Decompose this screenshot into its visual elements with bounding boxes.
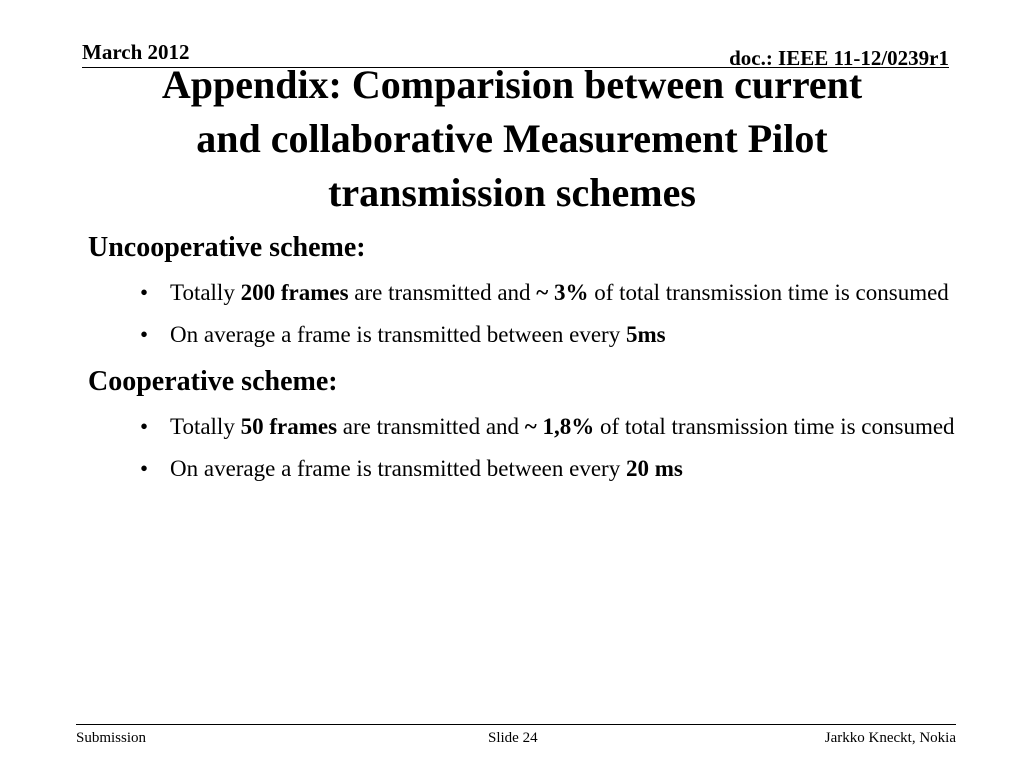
- footer-slide-number: Slide 24: [488, 730, 538, 746]
- bullet-item: [88, 452, 958, 485]
- bullet-dot-icon: •: [140, 280, 149, 305]
- slide-body: [88, 226, 958, 494]
- bullet-list-cooperative: [88, 410, 958, 485]
- footer-author: Jarkko Kneckt, Nokia: [824, 730, 956, 746]
- bullet-emphasis: 200 frames: [240, 280, 349, 305]
- bullet-text: Totally: [170, 414, 241, 439]
- bullet-emphasis: 5ms: [625, 322, 666, 347]
- footer-submission: Submission: [76, 730, 147, 746]
- header-doc-id: doc.: IEEE 11-12/0239r1: [729, 46, 949, 70]
- bullet-dot-icon: •: [140, 322, 149, 347]
- title-line-3: transmission schemes: [328, 170, 696, 215]
- header-date: March 2012: [82, 40, 190, 64]
- title-line-1: Appendix: Comparision between current: [161, 62, 863, 107]
- title-line-2: and collaborative Measurement Pilot: [196, 116, 828, 161]
- bullet-text: On average a frame is transmitted between every: [170, 322, 626, 347]
- bullet-text: of total transmission time is consumed: [594, 414, 955, 439]
- bullet-text: are transmitted and: [337, 414, 525, 439]
- footer-rule: [76, 724, 956, 725]
- bullet-emphasis: ~ 3%: [536, 280, 589, 305]
- bullet-item: [88, 318, 958, 351]
- bullet-dot-icon: •: [140, 456, 149, 481]
- section-heading-uncooperative: Uncooperative scheme:: [88, 232, 366, 263]
- bullet-text: Totally: [170, 280, 241, 305]
- bullet-emphasis: 20 ms: [625, 456, 683, 481]
- bullet-text: On average a frame is transmitted between every: [170, 456, 626, 481]
- bullet-emphasis: 50 frames: [240, 414, 338, 439]
- bullet-dot-icon: •: [140, 414, 149, 439]
- bullet-text: of total transmission time is consumed: [588, 280, 949, 305]
- slide-title: [70, 58, 954, 220]
- bullet-list-uncooperative: [88, 276, 958, 351]
- bullet-item: [88, 276, 958, 309]
- bullet-emphasis: ~ 1,8%: [524, 414, 595, 439]
- bullet-text: are transmitted and: [348, 280, 537, 305]
- section-heading-cooperative: Cooperative scheme:: [88, 366, 338, 397]
- bullet-item: [88, 410, 958, 443]
